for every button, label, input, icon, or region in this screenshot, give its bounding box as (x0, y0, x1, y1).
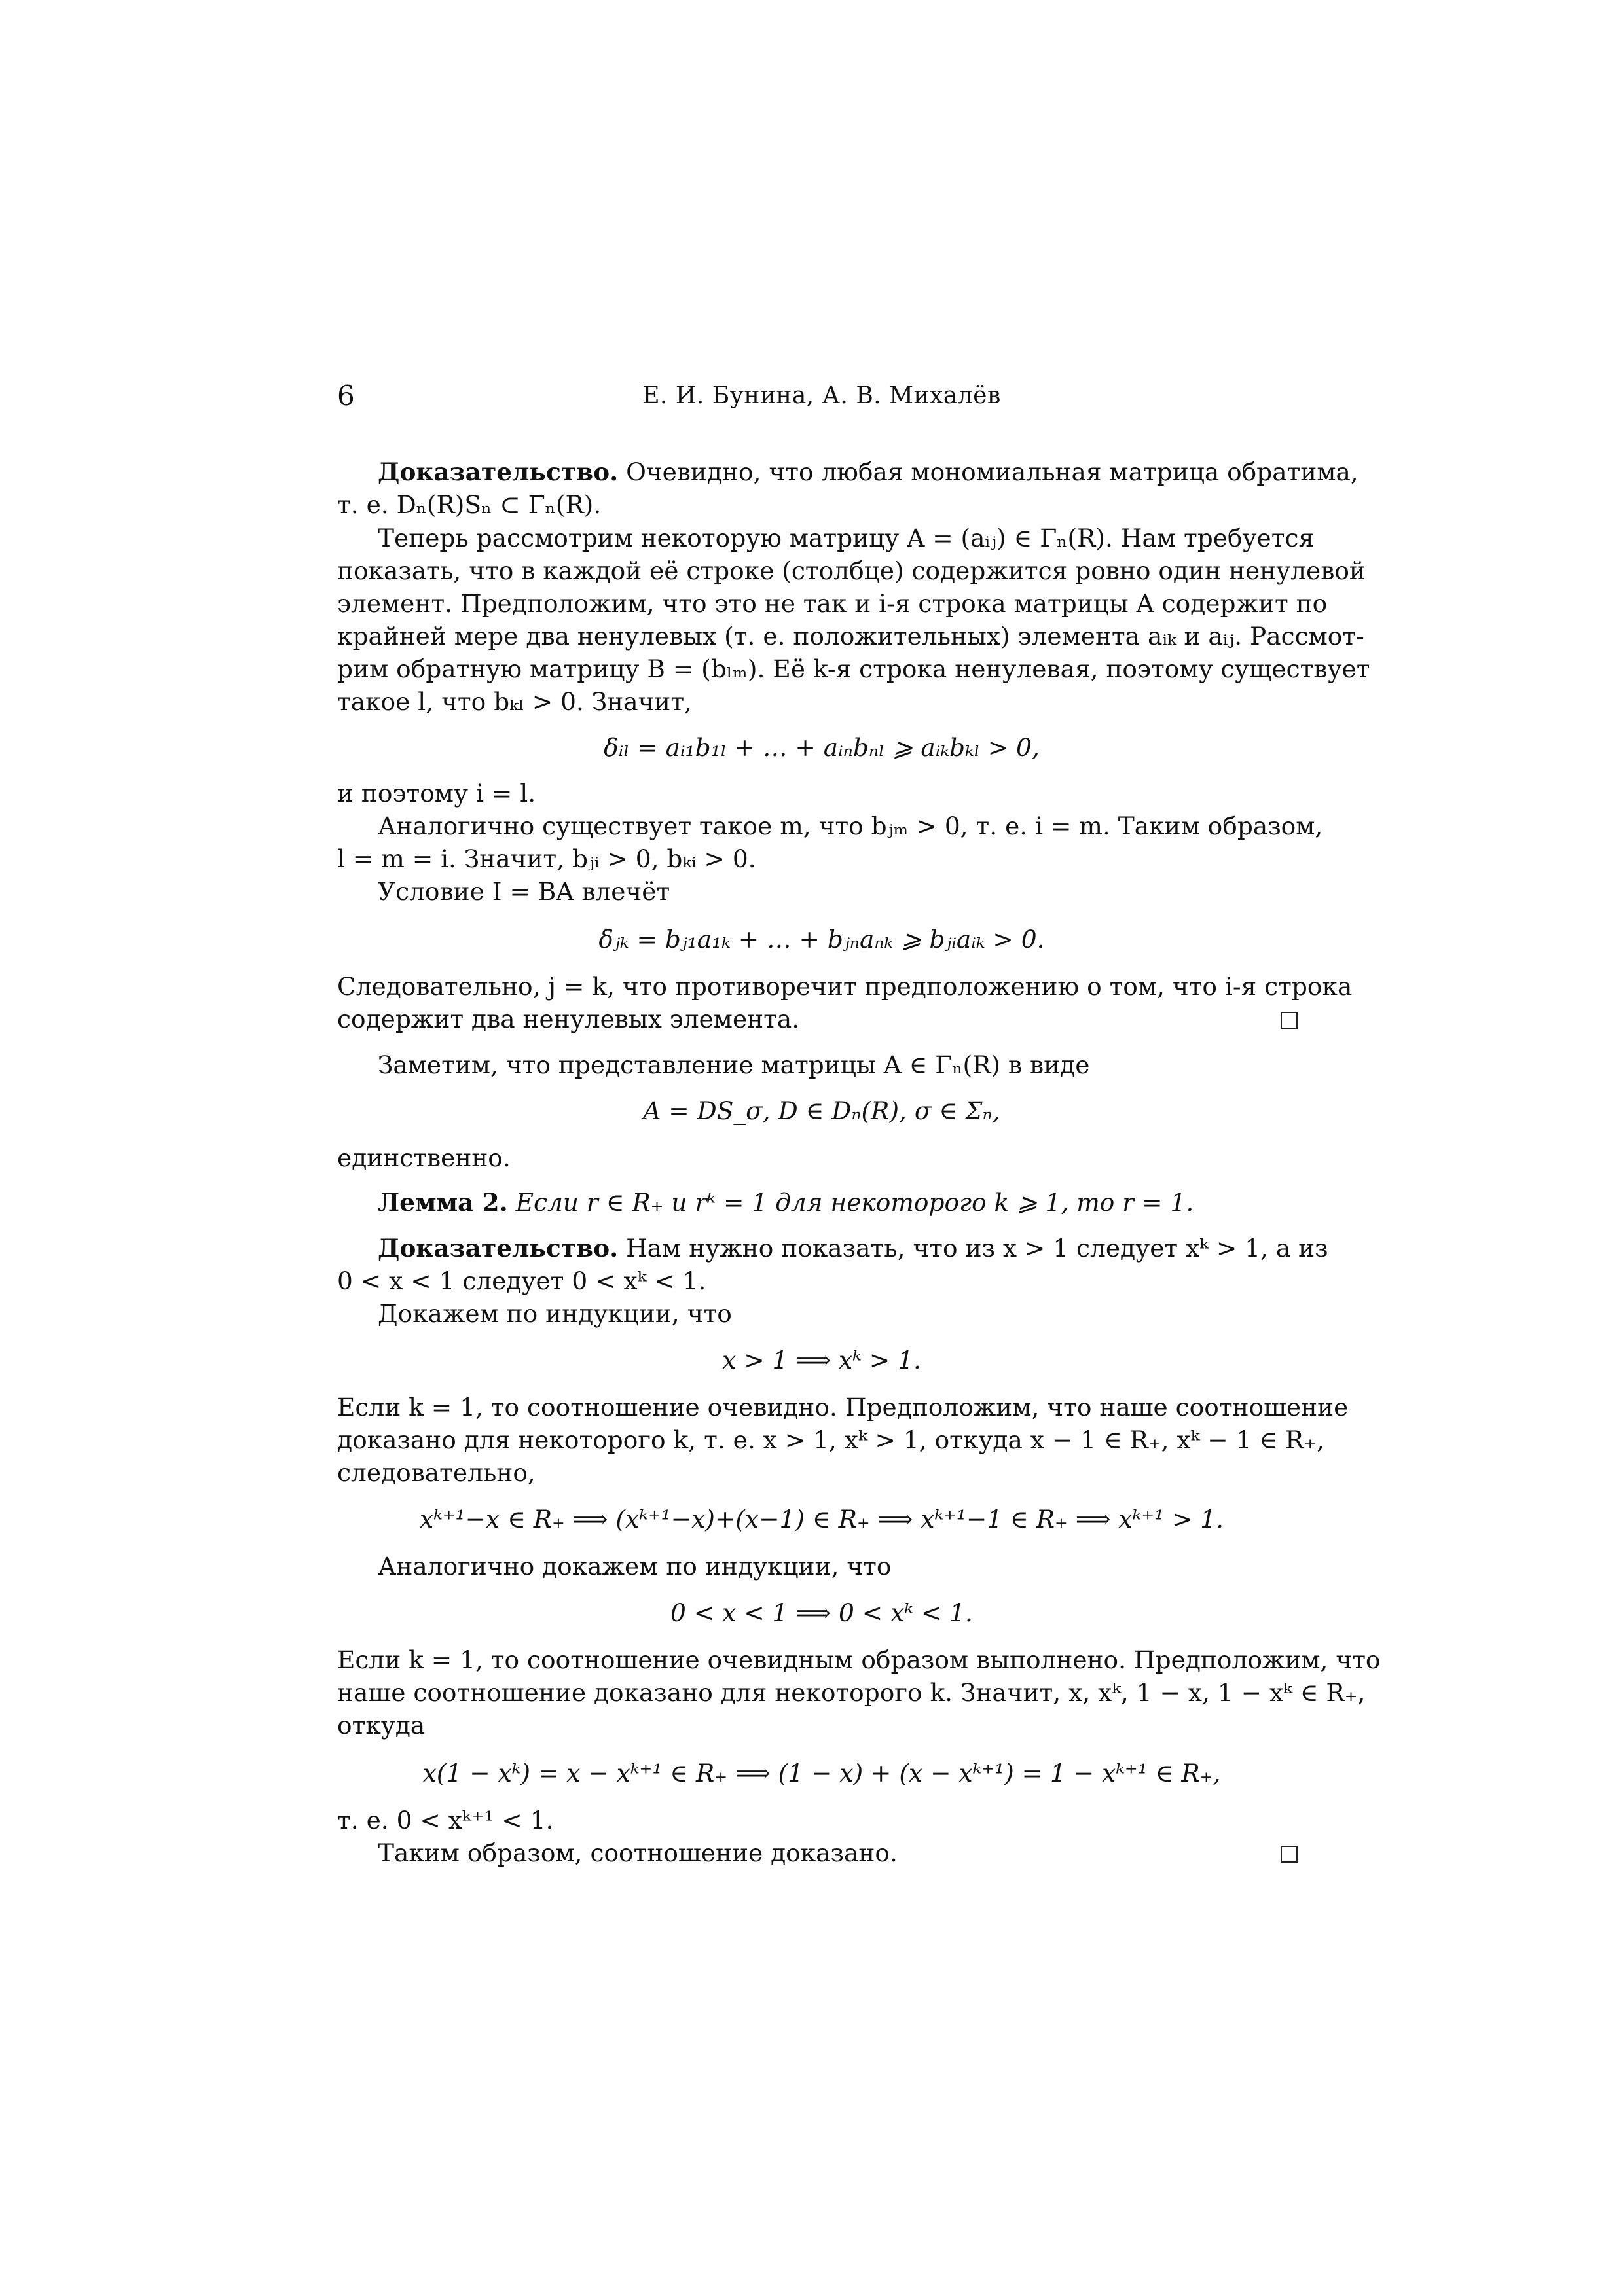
proof-label: Доказательство. (378, 1234, 619, 1263)
lemma-2 (337, 1186, 1306, 1219)
qed-square-icon (1281, 1846, 1298, 1863)
equation-2: δⱼₖ = bⱼ₁a₁ₖ + … + bⱼₙaₙₖ ⩾ bⱼᵢaᵢₖ > 0. (598, 925, 1045, 954)
proof-text: Нам нужно показать, что из x > 1 следует xᵏ > 1, а из (618, 1234, 1328, 1263)
equation-3: A = DS_σ, D ∈ Dₙ(R), σ ∈ Σₙ, (643, 1096, 1000, 1125)
text-line: т. е. 0 < xᵏ⁺¹ < 1. (337, 1806, 554, 1835)
page-number: 6 (337, 380, 355, 412)
text-line: рим обратную матрицу B = (bₗₘ). Её k-я строка ненулевая, поэтому существует (337, 655, 1370, 683)
text-line: 0 < x < 1 следует 0 < xᵏ < 1. (337, 1266, 706, 1295)
text-line: Следовательно, j = k, что противоречит предположению о том, что i-я строка (337, 972, 1353, 1001)
text-line: доказано для некоторого k, т. е. x > 1, xᵏ > 1, откуда x − 1 ∈ R₊, xᵏ − 1 ∈ R₊, (337, 1426, 1325, 1454)
text-line: Докажем по индукции, что (378, 1299, 732, 1328)
equation-4: x > 1 ⟹ xᵏ > 1. (722, 1346, 921, 1374)
text-line: Теперь рассмотрим некоторую матрицу A = (aᵢⱼ) ∈ Γₙ(R). Нам требуется (378, 524, 1315, 552)
lemma-statement: Если r ∈ R₊ и rᵏ = 1 для некоторого k ⩾ 1, то r = 1. (507, 1188, 1194, 1217)
text-line: Если k = 1, то соотношение очевидным образом выполнено. Предположим, что (337, 1645, 1381, 1674)
text-line: единственно. (337, 1143, 511, 1172)
qed-square-icon (1281, 1012, 1298, 1029)
text-line: показать, что в каждой её строке (столбце) содержится ровно один ненулевой (337, 556, 1366, 585)
proof-line-1 (337, 456, 1359, 488)
equation-7: x(1 − xᵏ) = x − xᵏ⁺¹ ∈ R₊ ⟹ (1 − x) + (x − xᵏ⁺¹) = 1 − xᵏ⁺¹ ∈ R₊, (422, 1759, 1221, 1787)
text-line: элемент. Предположим, что это не так и i-я строка матрицы A содержит по (337, 589, 1328, 618)
lemma-label: Лемма 2. (378, 1188, 508, 1217)
text-line: наше соотношение доказано для некоторого k. Значит, x, xᵏ, 1 − x, 1 − xᵏ ∈ R₊, (337, 1678, 1366, 1707)
proof-label: Доказательство. (378, 457, 619, 486)
text-line: Заметим, что представление матрицы A ∈ Γₙ(R) в виде (378, 1050, 1090, 1079)
page-header (337, 380, 1306, 419)
equation-6: 0 < x < 1 ⟹ 0 < xᵏ < 1. (670, 1598, 973, 1627)
text-line: т. е. Dₙ(R)Sₙ ⊂ Γₙ(R). (337, 490, 602, 519)
text-line: крайней мере два ненулевых (т. е. положительных) элемента aᵢₖ и aᵢⱼ. Рассмот- (337, 622, 1364, 651)
text-line: откуда (337, 1711, 426, 1740)
text-line: Аналогично докажем по индукции, что (378, 1552, 892, 1581)
proof-text: Очевидно, что любая мономиальная матрица обратима, (618, 457, 1359, 486)
equation-5: xᵏ⁺¹−x ∈ R₊ ⟹ (xᵏ⁺¹−x)+(x−1) ∈ R₊ ⟹ xᵏ⁺¹−1 ∈ R₊ ⟹ xᵏ⁺¹ > 1. (419, 1505, 1224, 1534)
text-line: такое l, что bₖₗ > 0. Значит, (337, 687, 693, 716)
running-head: Е. И. Бунина, А. В. Михалёв (642, 382, 1001, 409)
text-line: и поэтому i = l. (337, 779, 536, 808)
equation-1: δᵢₗ = aᵢ₁b₁ₗ + … + aᵢₙbₙₗ ⩾ aᵢₖbₖₗ > 0, (604, 733, 1040, 762)
text-line: Условие I = BA влечёт (378, 877, 670, 906)
text-line: Аналогично существует такое m, что bⱼₘ > 0, т. е. i = m. Таким образом, (378, 812, 1323, 840)
text-line: содержит два ненулевых элемента. (337, 1005, 800, 1033)
text-line: Если k = 1, то соотношение очевидно. Предположим, что наше соотношение (337, 1393, 1349, 1422)
text-line: l = m = i. Значит, bⱼᵢ > 0, bₖᵢ > 0. (337, 844, 756, 873)
proof-line-2 (337, 1232, 1328, 1265)
text-line: Таким образом, соотношение доказано. (378, 1839, 898, 1867)
text-line: следовательно, (337, 1458, 536, 1487)
